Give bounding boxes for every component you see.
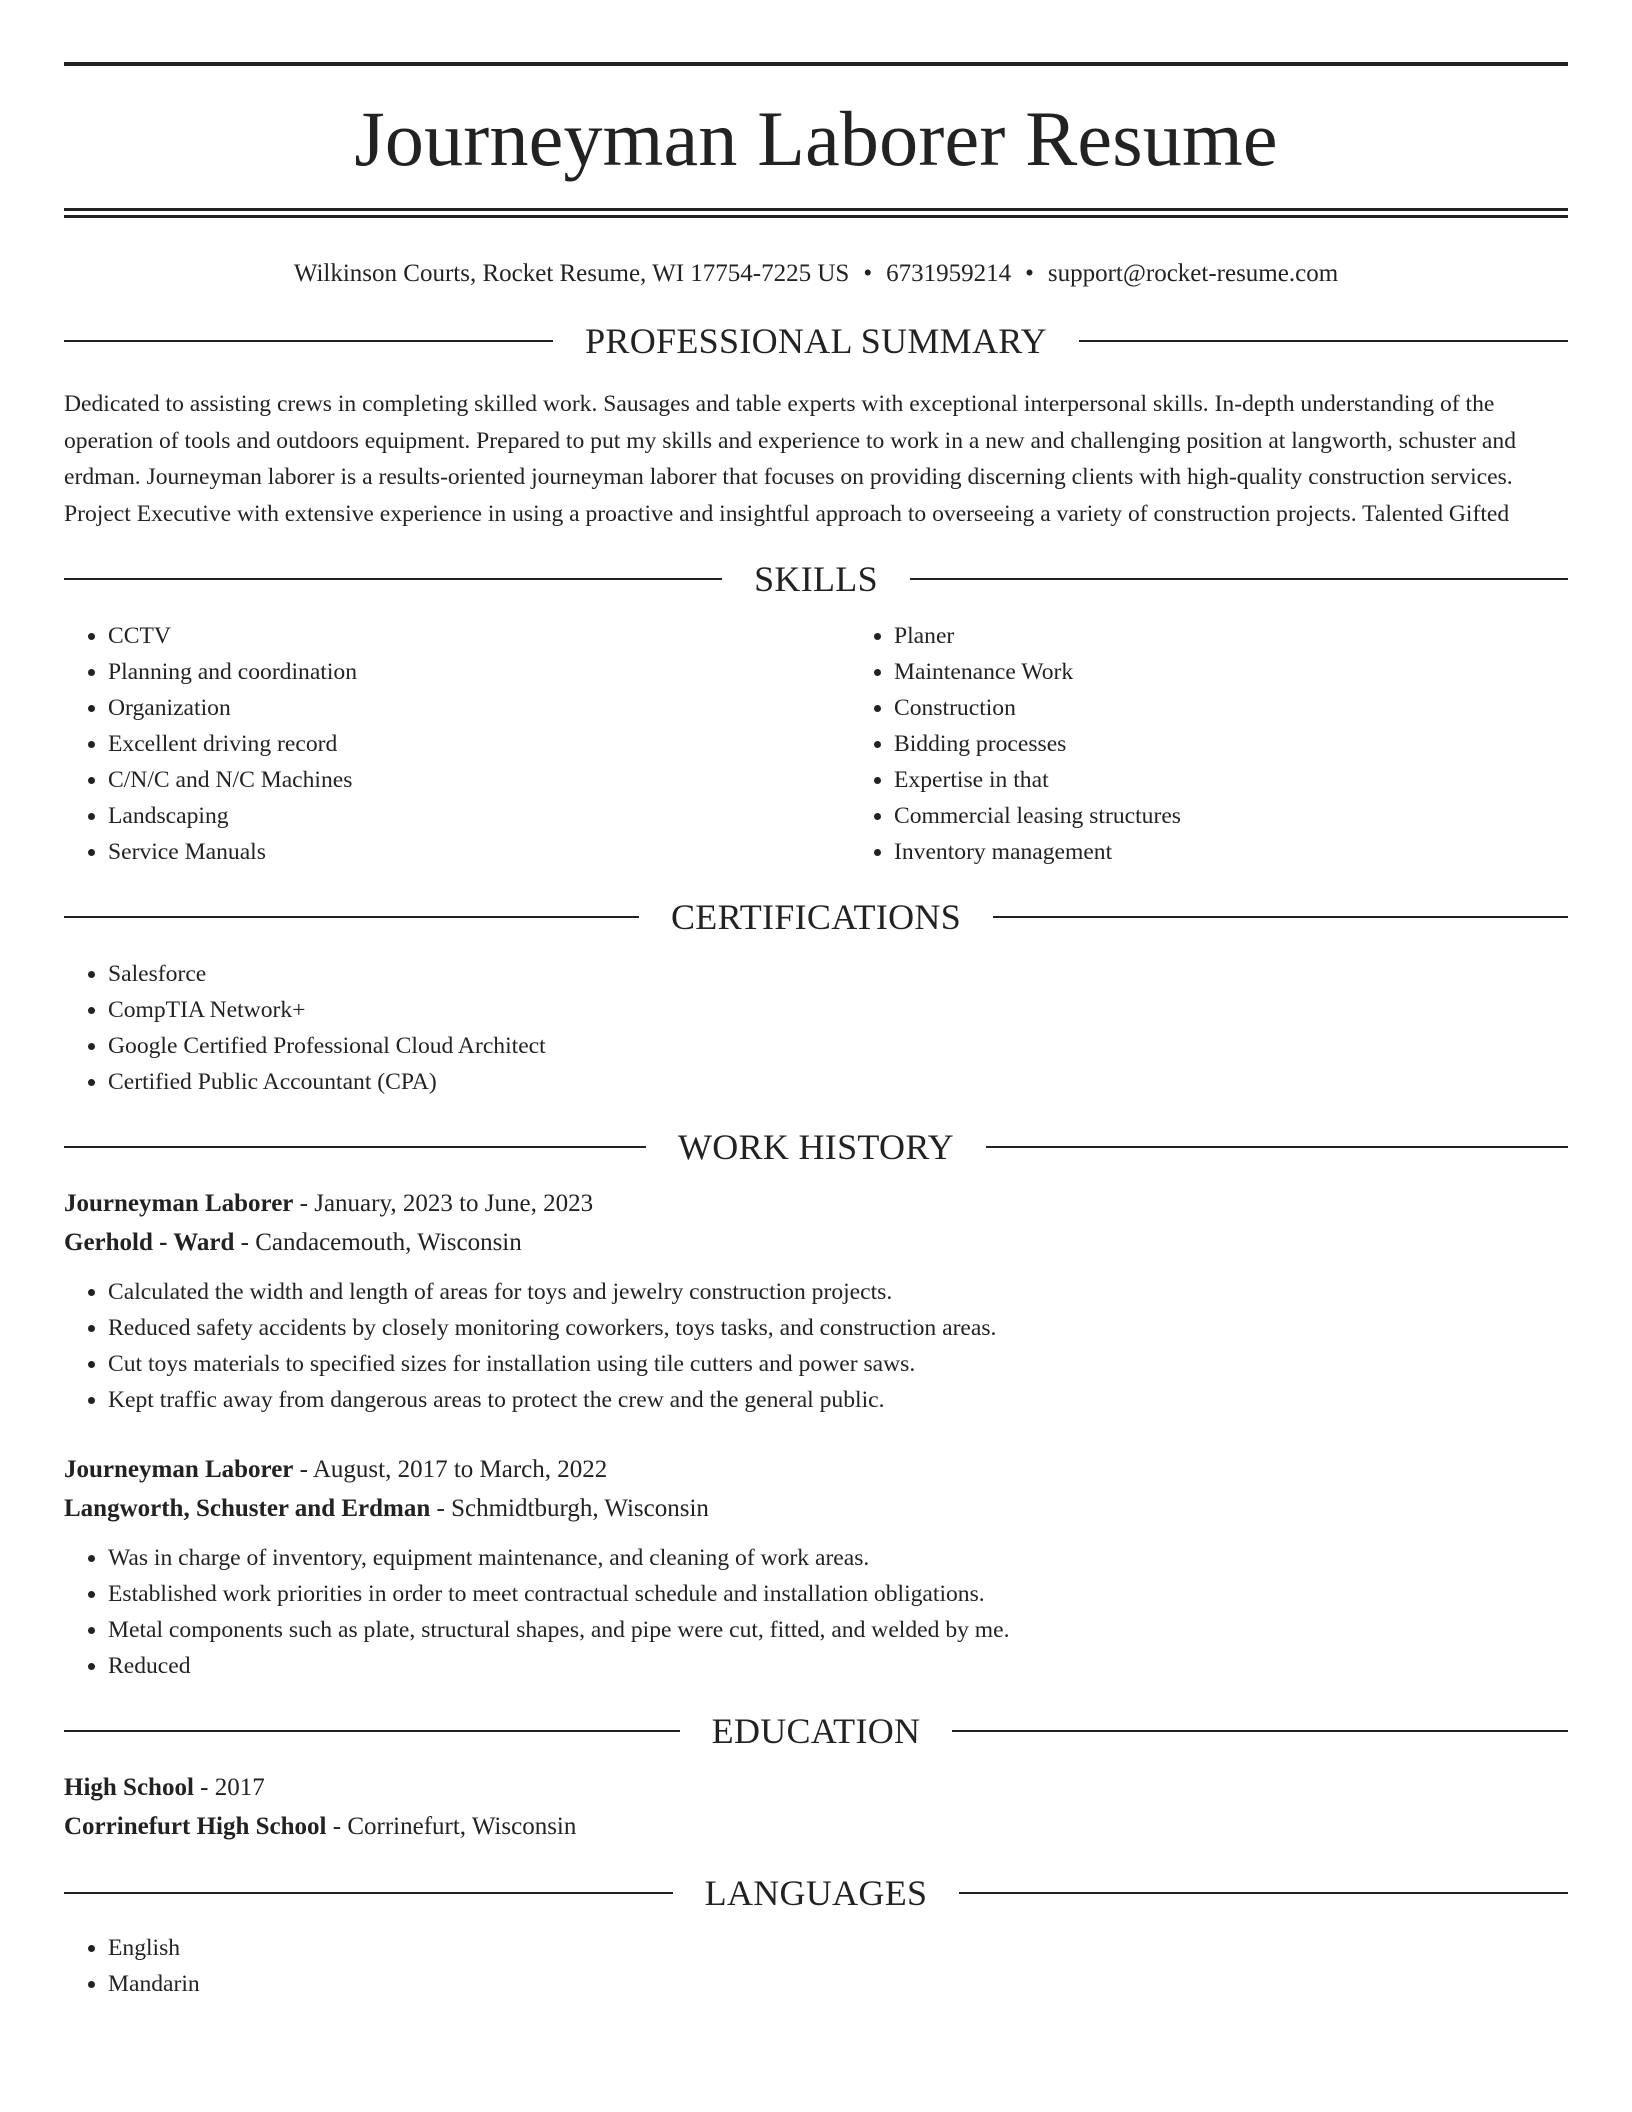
job-bullet: • Calculated the width and length of areas for toys and jewelry construction projects. [108, 1274, 1568, 1310]
section-heading-work-history [64, 1122, 1568, 1172]
section-title: SKILLS [754, 559, 878, 599]
job-bullets [64, 1274, 1568, 1418]
skill-item: • Inventory management [894, 834, 1632, 870]
education-degree-line [64, 1768, 1568, 1807]
skill-item: • Excellent driving record [108, 726, 850, 762]
summary-text: Dedicated to assisting crews in completing skilled work. Sausages and table experts with exceptional interpersonal skills. In-depth understanding of the operation of tools and outdoors equipment. Prepared to put my skills and experience to work in a new and challenging position at langworth, schuster and erdman. Journeyman laborer is a results-oriented journeyman laborer that focuses on providing discerning clients with high-quality construction services. Project Executive with extensive experience in using a proactive and insightful approach to overseeing a variety of construction projects. Talented Gifted [64, 391, 1516, 527]
heading-rule [64, 578, 722, 580]
skill-item: • Construction [894, 690, 1632, 726]
contact-phone: 6731959214 [886, 260, 1012, 287]
skill-item: • CCTV [108, 618, 850, 654]
certification-item: • CompTIA Network+ [108, 992, 1568, 1028]
heading-rule [64, 1730, 680, 1732]
contact-email[interactable]: support@rocket-resume.com [1047, 260, 1339, 287]
job-title: Journeyman Laborer [64, 1456, 294, 1483]
education-school-line [64, 1807, 1568, 1846]
education-year: - 2017 [193, 1774, 265, 1801]
job-company: Gerhold - Ward [64, 1229, 235, 1256]
heading-rule [910, 578, 1568, 580]
heading-rule [64, 916, 639, 918]
language-item: • English [108, 1930, 1568, 1966]
section-title: EDUCATION [711, 1711, 921, 1751]
skill-item: • Organization [108, 690, 850, 726]
section-heading-skills [64, 554, 1568, 604]
section-heading-certifications [64, 892, 1568, 942]
contact-address: Wilkinson Courts, Rocket Resume, WI 17754-7225 US [293, 260, 850, 287]
heading-rule [64, 340, 553, 342]
education-school: Corrinefurt High School [64, 1813, 327, 1840]
skill-item: • Planer [894, 618, 1632, 654]
job-dates: - August, 2017 to March, 2022 [293, 1456, 608, 1483]
section-title: PROFESSIONAL SUMMARY [585, 321, 1047, 361]
job-dates: - January, 2023 to June, 2023 [293, 1190, 594, 1217]
heading-rule [64, 1146, 646, 1148]
skills-list-left [64, 618, 850, 870]
section-heading-summary [64, 316, 1568, 366]
education-location: - Corrinefurt, Wisconsin [326, 1813, 577, 1840]
job-location: - Schmidtburgh, Wisconsin [430, 1495, 709, 1522]
certifications-list [64, 956, 1568, 1100]
top-rule [64, 62, 1568, 66]
job-bullets [64, 1540, 1568, 1684]
job-company: Langworth, Schuster and Erdman [64, 1495, 431, 1522]
heading-rule [64, 1892, 673, 1894]
skill-item: • Expertise in that [894, 762, 1632, 798]
skills-list-right [850, 618, 1632, 870]
heading-rule [952, 1730, 1568, 1732]
job-title: Journeyman Laborer [64, 1190, 294, 1217]
heading-rule [993, 916, 1568, 918]
skill-item: • C/N/C and N/C Machines [108, 762, 850, 798]
skill-item: • Maintenance Work [894, 654, 1632, 690]
job-bullet: • Established work priorities in order to meet contractual schedule and installation obligations. [108, 1576, 1568, 1612]
job-bullet: • Reduced safety accidents by closely monitoring coworkers, toys tasks, and construction areas. [108, 1310, 1568, 1346]
job-title-line [64, 1450, 1568, 1489]
heading-rule [986, 1146, 1568, 1148]
contact-separator: • [863, 260, 873, 287]
heading-rule [1079, 340, 1568, 342]
skill-item: • Planning and coordination [108, 654, 850, 690]
language-item: • Mandarin [108, 1966, 1568, 2002]
languages-list [64, 1930, 1568, 2002]
skill-item: • Service Manuals [108, 834, 850, 870]
heading-rule [959, 1892, 1568, 1894]
job-bullet: • Cut toys materials to specified sizes for installation using tile cutters and power saws. [108, 1346, 1568, 1382]
skill-item: • Landscaping [108, 798, 850, 834]
section-title: CERTIFICATIONS [670, 897, 962, 937]
job-company-line [64, 1489, 1568, 1528]
education-degree: High School [64, 1774, 194, 1801]
contact-separator: • [1025, 260, 1034, 287]
job-company-line [64, 1223, 1568, 1262]
certification-item: • Certified Public Accountant (CPA) [108, 1064, 1568, 1100]
skill-item: • Commercial leasing structures [894, 798, 1632, 834]
contact-line [64, 254, 1568, 294]
education-entry [64, 1768, 1568, 1846]
certification-item: • Salesforce [108, 956, 1568, 992]
job-bullet: • Kept traffic away from dangerous areas to protect the crew and the general public. [108, 1382, 1568, 1418]
section-title: LANGUAGES [704, 1873, 928, 1913]
job-location: - Candacemouth, Wisconsin [234, 1229, 522, 1256]
skill-item: • Bidding processes [894, 726, 1632, 762]
skills-columns [64, 618, 1568, 870]
job-bullet: • Reduced [108, 1648, 1568, 1684]
section-title: WORK HISTORY [678, 1127, 954, 1167]
resume-title: Journeyman Laborer Resume [354, 95, 1278, 182]
section-heading-education [64, 1706, 1568, 1756]
title-double-rule [64, 208, 1568, 218]
job-bullet: • Was in charge of inventory, equipment maintenance, and cleaning of work areas. [108, 1540, 1568, 1576]
job-title-line [64, 1184, 1568, 1223]
job-bullet: • Metal components such as plate, structural shapes, and pipe were cut, fitted, and welded by me. [108, 1612, 1568, 1648]
certification-item: • Google Certified Professional Cloud Architect [108, 1028, 1568, 1064]
job-entry [64, 1184, 1568, 1418]
section-heading-languages [64, 1868, 1568, 1918]
job-entry [64, 1450, 1568, 1684]
